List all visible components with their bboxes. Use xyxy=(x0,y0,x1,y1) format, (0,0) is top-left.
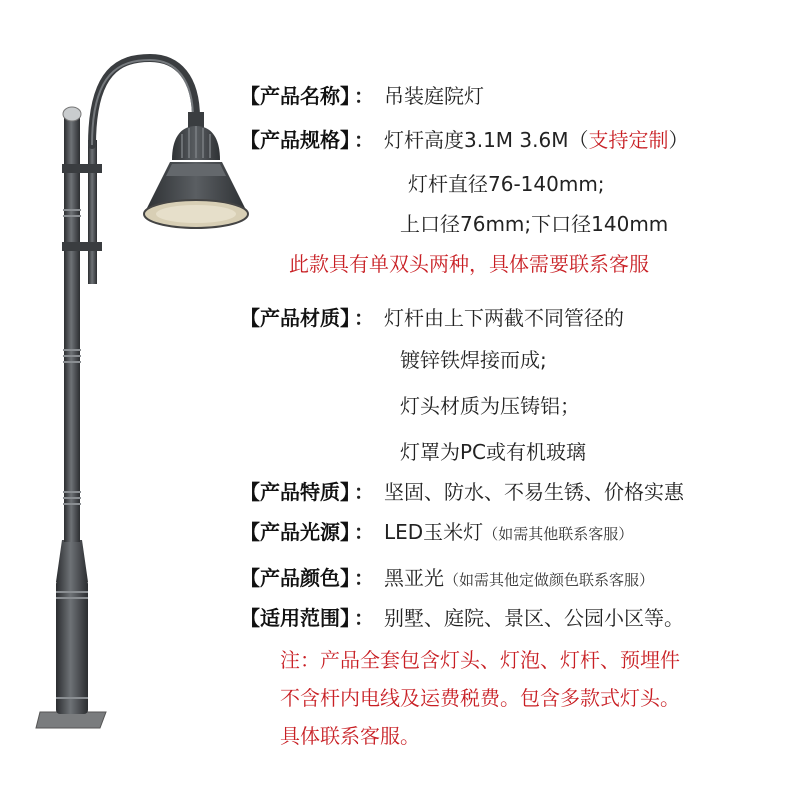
spec-size-value: 灯杆高度3.1M 3.6M（ xyxy=(384,128,589,152)
spec-size-label: 【产品规格】 xyxy=(240,128,350,152)
spec-feature-value: 坚固、防水、不易生锈、价格实惠 xyxy=(384,480,684,504)
spec-scope-label: 【适用范围】 xyxy=(240,606,350,630)
spec-size-line2: 灯杆直径76-140mm; xyxy=(408,172,605,196)
spec-size-line3: 上口径76mm;下口径140mm xyxy=(400,212,669,236)
spec-size-row xyxy=(240,126,688,154)
spec-material-line1: 灯杆由上下两截不同管径的 xyxy=(384,306,624,330)
spec-color-colon: ： xyxy=(354,566,374,590)
spec-material-row xyxy=(240,304,624,332)
spec-light-label: 【产品光源】 xyxy=(240,520,350,544)
spec-color-note: （如需其他定做颜色联系客服） xyxy=(444,571,655,589)
spec-material-line3: 灯头材质为压铸铝； xyxy=(400,394,580,418)
spec-name-row xyxy=(240,82,484,110)
spec-name-value: 吊装庭院灯 xyxy=(384,84,484,108)
spec-color-value: 黑亚光 xyxy=(384,566,444,590)
garden-lamp-icon xyxy=(0,0,270,800)
spec-color-label: 【产品颜色】 xyxy=(240,566,350,590)
spec-scope-colon: ： xyxy=(354,606,374,630)
spec-light-row xyxy=(240,518,633,548)
spec-name-label: 【产品名称】 xyxy=(240,84,350,108)
spec-light-colon: ： xyxy=(354,520,374,544)
spec-material-colon: ： xyxy=(354,306,374,330)
footnote-line1: 注：产品全套包含灯头、灯泡、灯杆、预埋件 xyxy=(280,648,680,672)
spec-size-colon: ： xyxy=(354,128,374,152)
spec-name-colon: ： xyxy=(354,84,374,108)
spec-material-line2: 镀锌铁焊接而成; xyxy=(400,348,547,372)
spec-feature-row xyxy=(240,478,684,506)
spec-color-row xyxy=(240,564,654,594)
spec-scope-value: 别墅、庭院、景区、公园小区等。 xyxy=(384,606,684,630)
spec-material-label: 【产品材质】 xyxy=(240,306,350,330)
spec-material-line4: 灯罩为PC或有机玻璃 xyxy=(400,440,587,464)
spec-size-value-end: ） xyxy=(668,128,689,152)
spec-light-note: （如需其他联系客服） xyxy=(483,525,634,543)
spec-scope-row xyxy=(240,604,684,632)
spec-size-highlight: 支持定制 xyxy=(588,128,669,152)
spec-size-notice: 此款具有单双头两种，具体需要联系客服 xyxy=(289,252,649,276)
spec-light-value: LED玉米灯 xyxy=(384,520,484,544)
footnote-line2: 不含杆内电线及运费税费。包含多款式灯头。 xyxy=(280,686,680,710)
footnote-line3: 具体联系客服。 xyxy=(280,724,420,748)
spec-feature-label: 【产品特质】 xyxy=(240,480,350,504)
spec-feature-colon: ： xyxy=(354,480,374,504)
